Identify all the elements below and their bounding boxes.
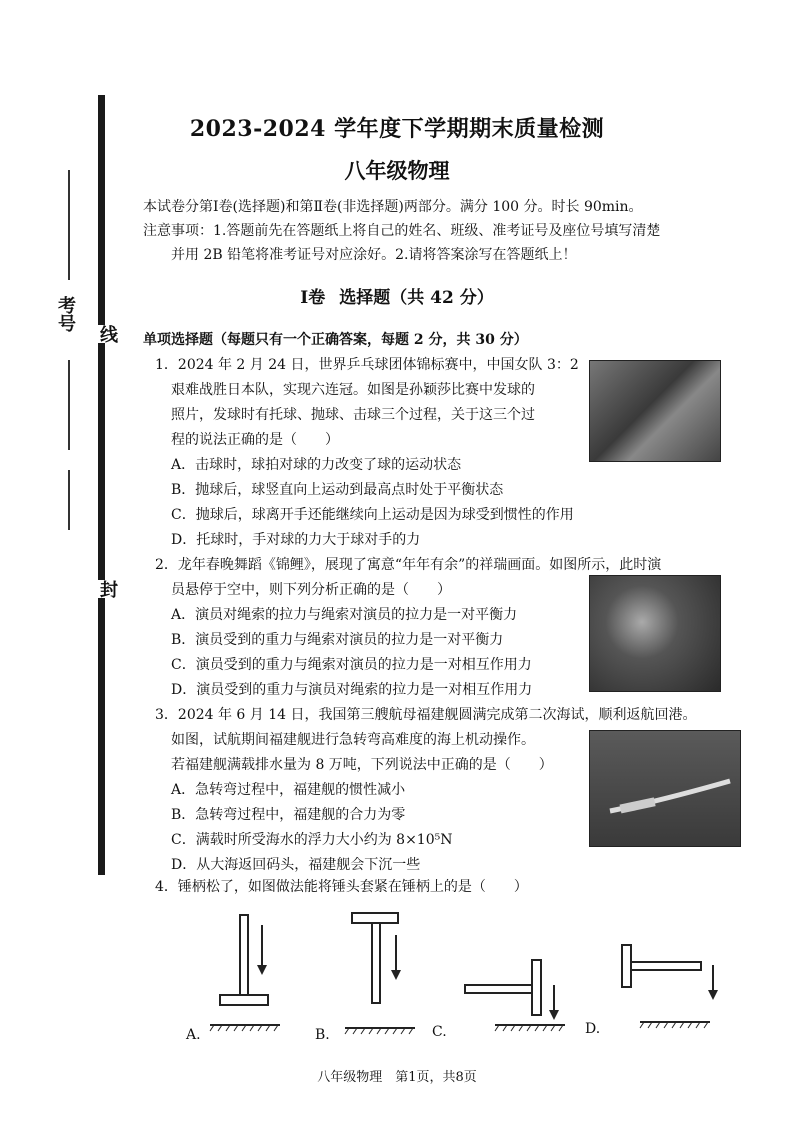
q2-line-2: 员悬停于空中，则下列分析正确的是（ ）: [171, 582, 451, 598]
q3-option-a: A．急转弯过程中，福建舰的惯性减小: [171, 782, 406, 798]
q2-dancer-photo: [589, 575, 721, 692]
q2-option-c: C．演员受到的重力与绳索对演员的拉力是一对相互作用力: [171, 657, 532, 673]
q1-option-c: C．抛球后，球离开手还能继续向上运动是因为球受到惯性的作用: [171, 507, 574, 523]
intro-line-3: 并用 2B 铅笔将准考证号对应涂好。2.请将答案涂写在答题纸上！: [171, 247, 577, 263]
section-heading: [0, 283, 794, 308]
q1-line-1: 1．2024 年 2 月 24 日，世界乒乓球团体锦标赛中，中国女队 3：2: [155, 357, 579, 373]
hammer-a-figure: [210, 915, 280, 1031]
q4-option-b-label: B.: [315, 1027, 330, 1043]
hammer-diagrams: [170, 895, 740, 1045]
q3-line-2: 如图，试航期间福建舰进行急转弯高难度的海上机动操作。: [171, 732, 535, 748]
intro-line-2: 注意事项：1.答题前先在答题纸上将自己的姓名、班级、准考证号及座位号填写清楚: [143, 223, 661, 239]
q1-table-tennis-photo: [589, 360, 721, 462]
q1-option-b: B．抛球后，球竖直向上运动到最高点时处于平衡状态: [171, 482, 504, 498]
q3-option-d: D．从大海返回码头，福建舰会下沉一些: [171, 857, 421, 873]
q1-option-d: D．托球时，手对球的力大于球对手的力: [171, 532, 421, 548]
q2-option-b: B．演员受到的重力与绳索对演员的拉力是一对平衡力: [171, 632, 504, 648]
instructions: 单项选择题（每题只有一个正确答案，每题 2 分，共 30 分）: [143, 332, 528, 348]
q4-option-c-label: C.: [432, 1024, 447, 1040]
q1-line-4: 程的说法正确的是（ ）: [171, 432, 339, 448]
binding-label-seal: 封: [94, 580, 120, 598]
page-subtitle: 八年级物理: [344, 158, 450, 183]
section-name: Ⅰ卷: [300, 288, 326, 308]
q2-line-1: 2．龙年春晚舞蹈《锦鲤》，展现了寓意“年年有余”的祥瑞画面。如图所示，此时演: [155, 557, 662, 573]
q1-option-a: A．击球时，球拍对球的力改变了球的运动状态: [171, 457, 462, 473]
page-footer: 八年级物理 第1页，共8页: [317, 1070, 477, 1085]
section-title: 选择题（共 42 分）: [339, 288, 494, 308]
binding-blank-lower: [68, 470, 70, 530]
q4-option-d-label: D.: [585, 1021, 601, 1037]
q4-line-1: 4．锤柄松了，如图做法能将锤头套紧在锤柄上的是（ ）: [155, 879, 528, 895]
binding-line: [98, 95, 105, 875]
q2-option-a: A．演员对绳索的拉力与绳索对演员的拉力是一对平衡力: [171, 607, 518, 623]
binding-blank-mid: [68, 360, 70, 450]
q1-line-3: 照片，发球时有托球、抛球、击球三个过程，关于这三个过: [171, 407, 535, 423]
q3-option-c: C．满载时所受海水的浮力大小约为 8×10⁵N: [171, 832, 453, 848]
q3-aircraft-carrier-photo: [589, 730, 741, 847]
intro-line-1: 本试卷分第Ⅰ卷(选择题)和第Ⅱ卷(非选择题)两部分。满分 100 分。时长 90min。: [143, 199, 643, 215]
hammer-b-figure: [345, 913, 415, 1034]
q1-line-2: 艰难战胜日本队，实现六连冠。如图是孙颖莎比赛中发球的: [171, 382, 535, 398]
binding-blank-top: [68, 170, 70, 280]
hammer-d-figure: [622, 945, 718, 1028]
carrier-wake-illustration: [590, 731, 740, 846]
binding-label-line: 线: [94, 325, 120, 343]
hammer-c-figure: [465, 960, 565, 1031]
q3-line-1: 3．2024 年 6 月 14 日，我国第三艘航母福建舰圆满完成第二次海试，顺利返航回港。: [155, 707, 697, 723]
q2-option-d: D．演员受到的重力与演员对绳索的拉力是一对相互作用力: [171, 682, 533, 698]
binding-label-exam-number: 考号: [55, 296, 76, 332]
q3-line-3: 若福建舰满载排水量为 8 万吨，下列说法中正确的是（ ）: [171, 757, 553, 773]
page-title: 2023-2024 学年度下学期期末质量检测: [189, 116, 605, 142]
q3-option-b: B．急转弯过程中，福建舰的合力为零: [171, 807, 406, 823]
q4-option-a-label: A.: [186, 1027, 201, 1043]
